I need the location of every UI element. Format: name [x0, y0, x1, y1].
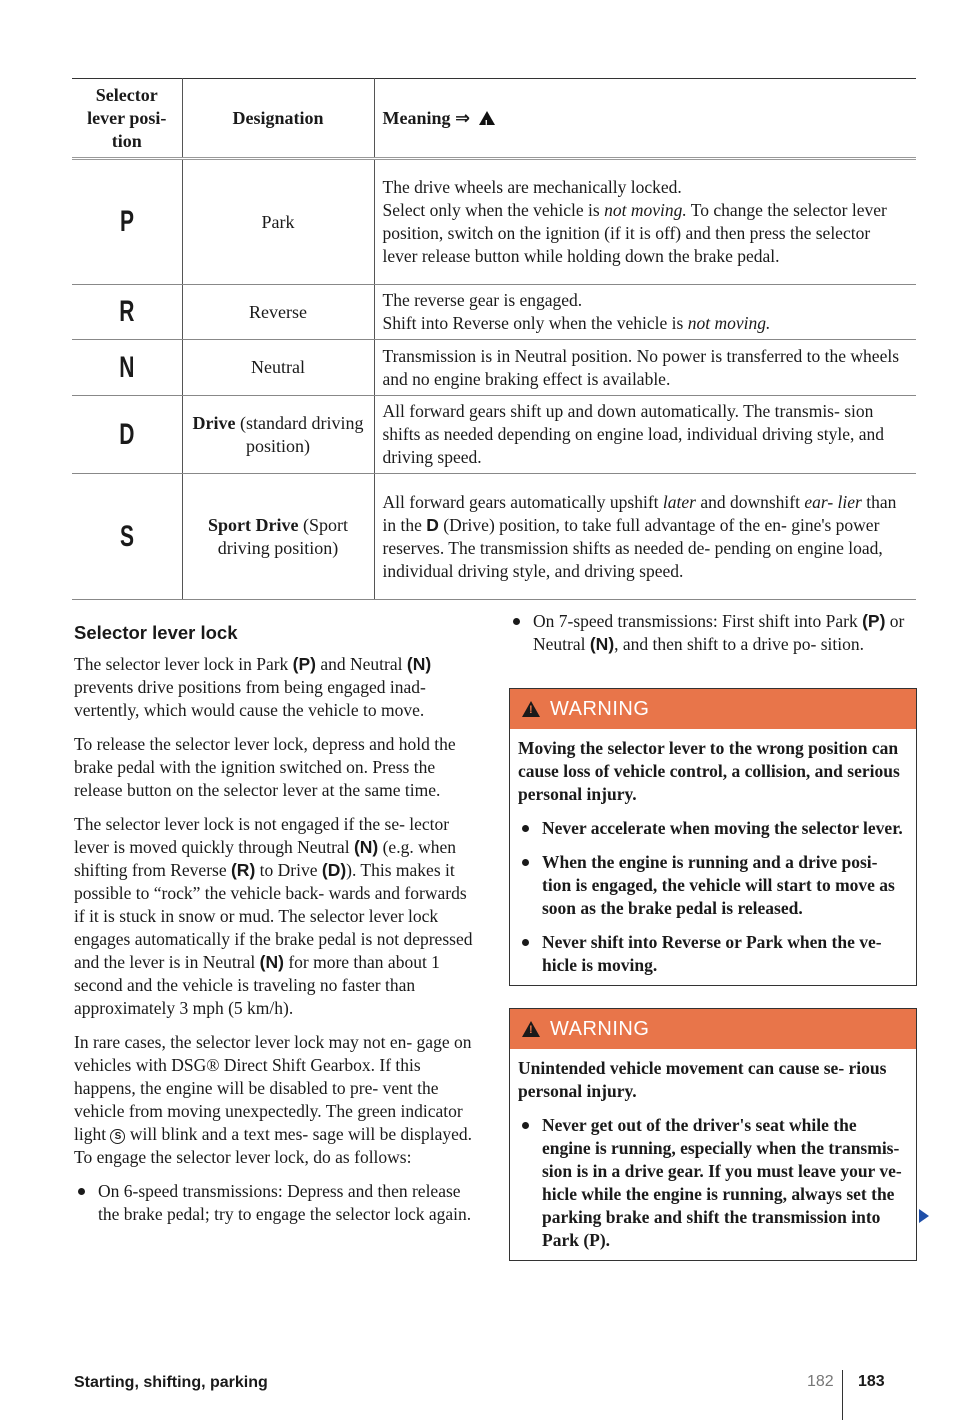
header-selector-position: Selector lever posi- tion [72, 79, 182, 159]
meaning-cell: The reverse gear is engaged. Shift into Reverse only when the vehicle is not moving. [374, 285, 916, 340]
meaning-cell: All forward gears shift up and down automatically. The transmis- sion shifts as needed depending on engine load, individual driving style, and driving speed. [374, 396, 916, 474]
table-header-row [72, 79, 916, 159]
page-number-right: 183 [858, 1373, 885, 1390]
list-item: On 7-speed transmissions: First shift into Park (P) or Neutral (N), and then shift to a drive po- sition. [509, 610, 917, 656]
warning-header: ! WARNING [510, 1009, 916, 1049]
list-item: Never get out of the driver's seat while the engine is running, especially when the transmis- sion is in a drive gear. If you must leave your ve- hicle while the engine is running, always set the parking brake and shift the transmission into Park (P). [518, 1114, 908, 1252]
section-heading: Selector lever lock [74, 622, 238, 643]
header-meaning: Meaning ⇒ ! [374, 79, 916, 159]
page-divider [842, 1370, 843, 1420]
position-letter: D [119, 417, 135, 451]
list-item: When the engine is running and a drive posi- tion is engaged, the vehicle will start to move as soon as the brake pedal is released. [518, 851, 908, 920]
position-letter: S [119, 519, 134, 553]
bullet-icon [522, 1122, 529, 1129]
warning-triangle-icon [479, 111, 495, 125]
left-column [74, 622, 478, 1237]
bullet-icon [522, 825, 529, 832]
warning-intro: Unintended vehicle movement can cause se- rious personal injury. [518, 1058, 887, 1101]
list-item: Never accelerate when moving the selector lever. [518, 817, 908, 840]
designation-cell: Drive (standard driving position) [182, 396, 374, 474]
table-row [72, 340, 916, 396]
designation-cell: Reverse [182, 285, 374, 340]
table-row [72, 396, 916, 474]
warning-body [510, 729, 916, 985]
paragraph: In rare cases, the selector lever lock may not en- gage on vehicles with DSG® Direct Shift Gearbox. If this happens, the engine will be disabled to pre- vent the vehicle from moving unexpectedly. The green indicator light S will blink and a text mes- sage will be displayed. To engage the selector lever lock, do as follows: [74, 1032, 472, 1167]
header-designation: Designation [182, 79, 374, 159]
bullet-icon [522, 939, 529, 946]
bullet-icon [522, 859, 529, 866]
designation-cell: Neutral [182, 340, 374, 396]
meaning-cell: Transmission is in Neutral position. No power is transferred to the wheels and no engine braking effect is available. [374, 340, 916, 396]
right-column [509, 610, 917, 1283]
arrow-right-icon: ⇒ [455, 107, 471, 128]
paragraph: The selector lever lock is not engaged if the se- lector lever is moved quickly through Neutral (N) (e.g. when shifting from Reverse (R) to Drive (D)). This makes it possible to “rock” the vehicle back- wards and forwards if it is stuck in snow or mud. The selector lever lock engages automatically if the brake pedal is not depressed and the lever is in Neutral (N) for more than about 1 second and the vehicle is traveling no faster than approximately 3 mph (5 km/h). [74, 814, 473, 1018]
position-letter: P [119, 205, 134, 238]
paragraph: The selector lever lock in Park (P) and Neutral (N) prevents drive positions from being engaged inad- vertently, which would cause the vehicle to move. [74, 654, 432, 720]
list-item: On 6-speed transmissions: Depress and then release the brake pedal; try to engage the selector lock again. [74, 1180, 478, 1226]
table-row [72, 285, 916, 340]
continue-arrow-icon [919, 1209, 929, 1223]
footer-section-title: Starting, shifting, parking [74, 1374, 268, 1391]
position-letter: N [119, 350, 135, 384]
bullet-icon [78, 1188, 85, 1195]
paragraph: To release the selector lever lock, depress and hold the brake pedal with the ignition switched on. Press the release button on the selector lever at the same time. [74, 734, 456, 800]
selector-lever-table [72, 78, 916, 600]
designation-cell: Park [182, 159, 374, 285]
warning-intro: Moving the selector lever to the wrong position can cause loss of vehicle control, a collision, and serious personal injury. [518, 738, 900, 804]
warning-triangle-icon [522, 1021, 540, 1037]
meaning-cell: All forward gears automatically upshift later and downshift ear- lier than in the D (Drive) position, to take full advantage of the en- gine's power reserves. The transmission shifts as needed de- pending on engine load, individual driving style, and driving speed. [374, 474, 916, 600]
meaning-cell: The drive wheels are mechanically locked. Select only when the vehicle is not moving. To change the selector lever position, switch on the ignition (if it is off) and then press the selector lever release button while holding down the brake pedal. [374, 159, 916, 285]
warning-header: ! WARNING [510, 689, 916, 729]
list-item: Never shift into Reverse or Park when the ve- hicle is moving. [518, 931, 908, 977]
warning-box [509, 688, 917, 986]
warning-body [510, 1049, 916, 1260]
page-number-left: 182 [807, 1373, 834, 1390]
table-row [72, 474, 916, 600]
warning-triangle-icon [522, 701, 540, 717]
indicator-light-icon: S [110, 1129, 125, 1144]
designation-cell: Sport Drive (Sport driving position) [182, 474, 374, 600]
warning-box [509, 1008, 917, 1261]
table-row [72, 159, 916, 285]
bullet-icon [513, 618, 520, 625]
position-letter: R [119, 295, 135, 328]
